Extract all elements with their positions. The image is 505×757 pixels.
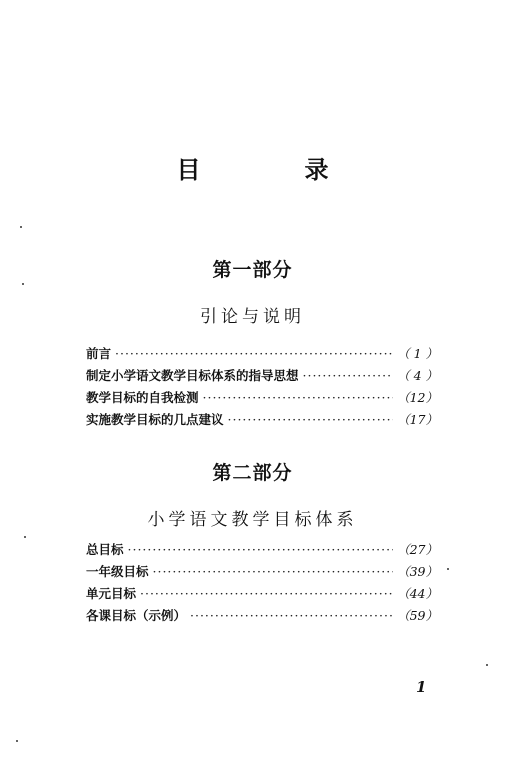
toc-leader-dots <box>115 346 393 361</box>
toc-leader-dots <box>228 412 394 427</box>
part-two-heading: 第二部分 <box>212 462 293 484</box>
page-title: 目 录 <box>176 156 369 184</box>
toc-entry-page: （17） <box>397 412 438 427</box>
toc-entry-page: （59） <box>397 608 438 623</box>
toc-leader-dots <box>128 542 394 557</box>
toc-entry[interactable] <box>86 344 438 366</box>
toc-entry-page: （ 1 ） <box>397 346 438 361</box>
part-two-subheading: 小学语文教学目标体系 <box>147 510 358 530</box>
toc-entry[interactable] <box>86 540 438 562</box>
part-one-toc <box>86 344 438 432</box>
toc-entry[interactable] <box>86 410 438 432</box>
toc-entry-label: 一年级目标 <box>86 564 149 579</box>
toc-leader-dots <box>140 586 393 601</box>
scan-speck <box>22 283 24 285</box>
toc-entry-page: （44） <box>397 586 438 601</box>
part-two-toc <box>86 540 438 628</box>
toc-entry-label: 教学目标的自我检测 <box>86 390 199 405</box>
toc-leader-dots <box>303 368 394 383</box>
toc-leader-dots <box>203 390 394 405</box>
scan-speck <box>24 536 26 538</box>
toc-entry-label: 各课目标（示例） <box>86 608 187 623</box>
toc-leader-dots <box>153 564 394 579</box>
toc-leader-dots <box>190 608 393 623</box>
toc-entry[interactable] <box>86 584 438 606</box>
scan-speck <box>447 568 449 570</box>
toc-entry-page: （ 4 ） <box>397 368 438 383</box>
toc-entry-label: 单元目标 <box>86 586 137 601</box>
toc-entry[interactable] <box>86 562 438 584</box>
scan-speck <box>20 226 22 228</box>
toc-entry-label: 前言 <box>86 346 112 361</box>
toc-entry-label: 实施教学目标的几点建议 <box>86 412 224 427</box>
scan-speck <box>486 664 488 666</box>
part-one-heading: 第一部分 <box>212 259 293 281</box>
toc-entry-label: 制定小学语文教学目标体系的指导思想 <box>86 368 299 383</box>
scan-speck <box>16 740 18 742</box>
toc-entry-page: （39） <box>397 564 438 579</box>
page-number: 1 <box>416 678 427 696</box>
toc-entry-page: （27） <box>397 542 438 557</box>
toc-entry-page: （12） <box>397 390 438 405</box>
part-one-subheading: 引论与说明 <box>200 307 305 327</box>
toc-entry[interactable] <box>86 366 438 388</box>
toc-entry[interactable] <box>86 388 438 410</box>
toc-entry-label: 总目标 <box>86 542 124 557</box>
toc-entry[interactable] <box>86 606 438 628</box>
